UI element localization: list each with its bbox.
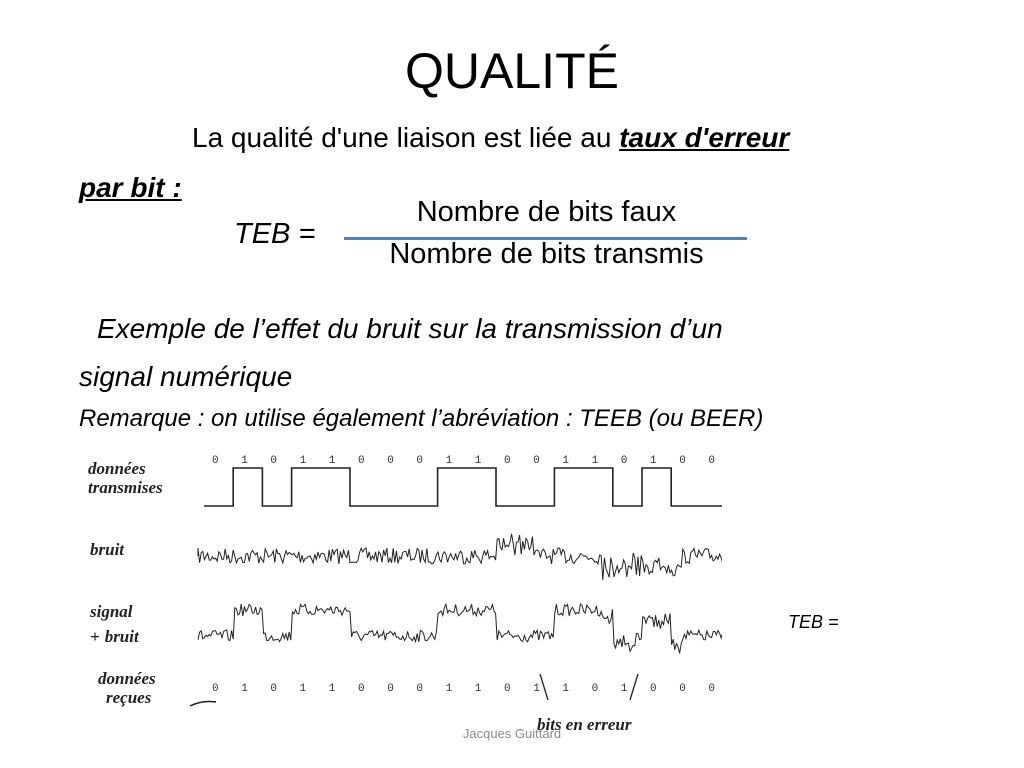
noise-waveform xyxy=(198,534,722,580)
intro-emphasis-1: taux d'erreur xyxy=(619,122,790,153)
bits-received-row xyxy=(212,683,715,695)
transmitted-bit: 1 xyxy=(328,455,336,467)
received-bit: 1 xyxy=(299,683,307,695)
received-bit: 1 xyxy=(328,683,336,695)
received-bit: 1 xyxy=(474,683,482,695)
transmitted-bit: 0 xyxy=(212,455,219,467)
transmitted-bit: 0 xyxy=(708,455,716,467)
received-bit: 0 xyxy=(504,683,511,695)
label-signal-plus: + xyxy=(90,627,100,646)
svg-text:+bruit xyxy=(90,627,140,646)
received-bit: 0 xyxy=(708,683,716,695)
transmitted-bit: 0 xyxy=(533,455,540,467)
noise-transmission-figure xyxy=(82,450,722,740)
transmitted-bit: 1 xyxy=(445,455,453,467)
received-bit: 1 xyxy=(445,683,453,695)
label-noise: bruit xyxy=(90,540,125,559)
transmitted-bit: 1 xyxy=(474,455,482,467)
transmitted-bit: 1 xyxy=(241,455,248,467)
intro-text: La qualité d'une liaison est liée au xyxy=(192,122,620,153)
footer-author: Jacques Guittard xyxy=(462,726,562,741)
transmitted-bit: 1 xyxy=(562,455,570,467)
received-bit: 0 xyxy=(270,683,278,695)
remark-text: Remarque : on utilise également l’abréviation : TEEB (ou BEER) xyxy=(79,405,764,432)
fraction-numerator: Nombre de bits faux xyxy=(416,196,677,228)
received-bit: 0 xyxy=(679,683,686,695)
received-bit: 0 xyxy=(387,683,394,695)
received-bit: 1 xyxy=(620,683,628,695)
teb-formula-label: TEB = xyxy=(234,218,316,250)
transmitted-bit: 0 xyxy=(270,455,278,467)
signal-plus-noise-waveform xyxy=(198,604,722,653)
error-arrow-left xyxy=(540,674,548,700)
label-bit-errors: bits en erreur xyxy=(537,715,632,734)
transmitted-bit: 0 xyxy=(416,455,424,467)
received-arrow xyxy=(190,702,216,707)
transmitted-bit: 0 xyxy=(387,455,394,467)
transmitted-bit: 0 xyxy=(504,455,511,467)
error-arrow-right xyxy=(630,674,638,700)
label-data-received-1: données xyxy=(98,669,156,688)
transmitted-bit: 0 xyxy=(358,455,365,467)
transmitted-bit: 1 xyxy=(299,455,307,467)
received-bit: 0 xyxy=(212,683,219,695)
received-bit: 0 xyxy=(591,683,599,695)
fraction-denominator: Nombre de bits transmis xyxy=(389,238,704,270)
received-bit: 1 xyxy=(533,683,540,695)
bits-transmitted-row xyxy=(212,455,715,467)
received-bit: 1 xyxy=(562,683,570,695)
transmitted-waveform xyxy=(204,468,722,506)
label-data-sent-2: transmises xyxy=(88,478,163,497)
received-bit: 1 xyxy=(241,683,248,695)
intro-line-1 xyxy=(192,122,789,154)
slide-title: QUALITÉ xyxy=(405,43,619,99)
transmitted-bit: 0 xyxy=(679,455,686,467)
example-line-1: Exemple de l’effet du bruit sur la transmission d’un xyxy=(97,313,723,344)
transmitted-bit: 1 xyxy=(650,455,657,467)
transmitted-bit: 0 xyxy=(620,455,628,467)
label-signal-2: bruit xyxy=(104,627,139,646)
label-data-received-2: reçues xyxy=(106,688,152,707)
received-bit: 0 xyxy=(416,683,424,695)
received-bit: 0 xyxy=(650,683,657,695)
label-data-sent-1: données xyxy=(88,459,146,478)
label-signal-1: signal xyxy=(90,602,133,621)
teb-result-label: TEB = xyxy=(788,612,839,632)
transmitted-bit: 1 xyxy=(591,455,599,467)
intro-emphasis-2: par bit : xyxy=(79,172,182,203)
received-bit: 0 xyxy=(358,683,365,695)
example-line-2: signal numérique xyxy=(79,361,293,392)
